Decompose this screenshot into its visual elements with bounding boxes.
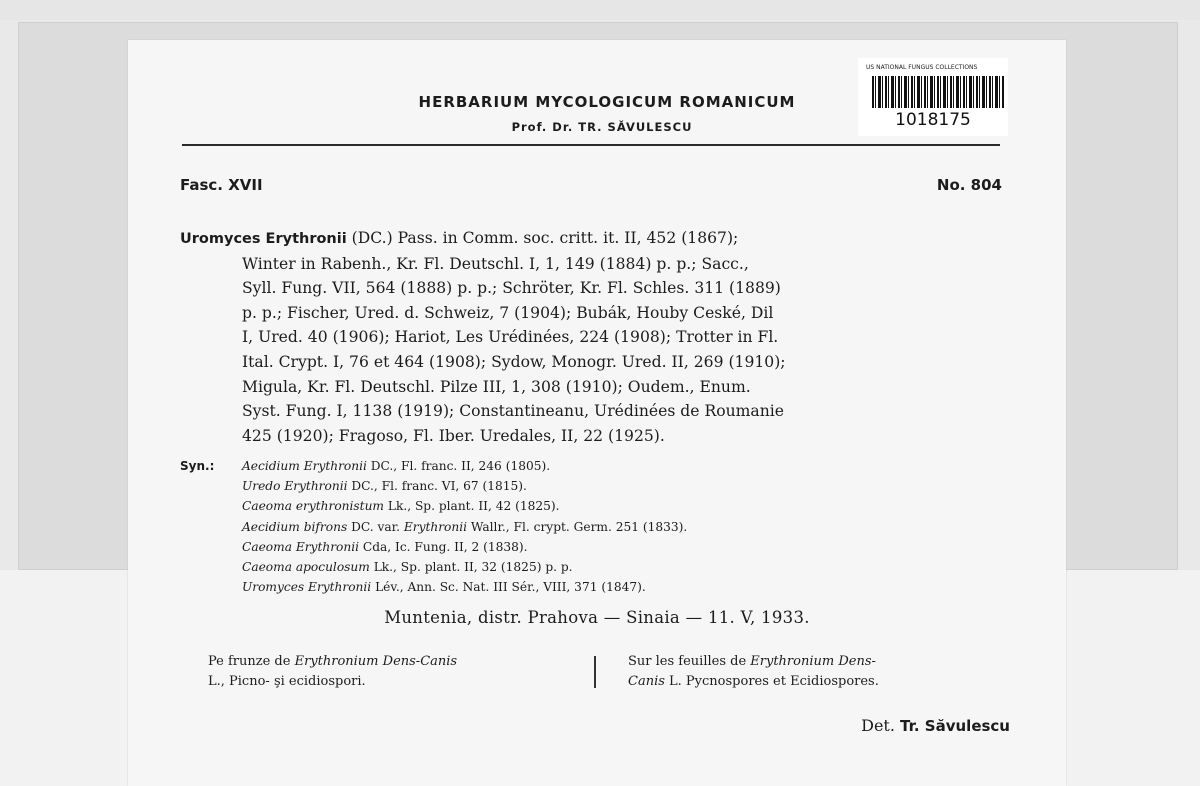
synonym-item: Syn.: Aecidium Erythronii DC., Fl. franc. II, 246 (1805).: [180, 456, 1010, 476]
barcode-sticker: [858, 58, 1008, 136]
host-french: [628, 652, 1028, 692]
background-top: [0, 0, 1200, 20]
fascicle-number: Fasc. XVII: [180, 176, 263, 194]
citation-line: Migula, Kr. Fl. Deutschl. Pilze III, 1, 308 (1910); Oudem., Enum.: [242, 377, 751, 396]
herbarium-label: [128, 40, 1066, 786]
host-fr-line: Canis L. Pycnospores et Ecidiospores.: [628, 674, 879, 689]
synonym-item: Uromyces Erythronii Lév., Ann. Sc. Nat. III Sér., VIII, 371 (1847).: [242, 580, 646, 595]
herbarium-subtitle: Prof. Dr. TR. SĂVULESCU: [511, 120, 693, 134]
synonym-item: Caeoma Erythronii Cda, Ic. Fung. II, 2 (1838).: [242, 539, 528, 554]
synonym-item: Caeoma erythronistum Lk., Sp. plant. II, 42 (1825).: [242, 499, 560, 514]
species-citation: [180, 226, 1010, 448]
host-romanian: [208, 652, 588, 692]
species-name: Uromyces Erythronii: [180, 231, 347, 247]
citation-line: Winter in Rabenh., Kr. Fl. Deutschl. I, 1, 149 (1884) p. p.; Sacc.,: [242, 254, 749, 273]
citation-line: Syll. Fung. VII, 564 (1888) p. p.; Schröter, Kr. Fl. Schles. 311 (1889): [242, 279, 781, 298]
citation-line: Ital. Crypt. I, 76 et 464 (1908); Sydow, Monogr. Ured. II, 269 (1910);: [242, 352, 786, 371]
determiner-name: Tr. Săvulescu: [900, 717, 1010, 735]
host-ro-line: L., Picno- şi ecidiospori.: [208, 674, 366, 689]
synonym-item: Uredo Erythronii DC., Fl. franc. VI, 67 (1815).: [242, 479, 527, 494]
citation-line: Uromyces Erythronii (DC.) Pass. in Comm. soc. critt. it. II, 452 (1867);: [180, 229, 739, 247]
synonym-item: Aecidium bifrons DC. var. Erythronii Wallr., Fl. crypt. Germ. 251 (1833).: [242, 519, 688, 534]
collection-locality: Muntenia, distr. Prahova — Sinaia — 11. V, 1933.: [384, 608, 810, 627]
synonym-label: Syn.:: [180, 459, 215, 473]
specimen-number: No. 804: [936, 176, 1002, 194]
citation-line: I, Ured. 40 (1906); Hariot, Les Urédinées, 224 (1908); Trotter in Fl.: [242, 328, 779, 347]
host-ro-line: Pe frunze de Erythronium Dens-Canis: [208, 654, 458, 669]
barcode-number: 1018175: [895, 110, 971, 130]
host-fr-line: Sur les feuilles de Erythronium Dens-: [628, 654, 876, 669]
synonym-list: [180, 456, 1010, 597]
citation-line: p. p.; Fischer, Ured. d. Schweiz, 7 (1904); Bubák, Houby Ceské, Dil: [242, 303, 774, 322]
synonym-item: Caeoma apoculosum Lk., Sp. plant. II, 32 (1825) p. p.: [242, 560, 573, 575]
barcode-institution: US NATIONAL FUNGUS COLLECTIONS: [866, 64, 978, 71]
barcode-icon: [872, 76, 1004, 108]
citation-line: 425 (1920); Fragoso, Fl. Iber. Uredales, II, 22 (1925).: [242, 426, 665, 445]
header-rule: [182, 144, 1000, 146]
citation-line: Syst. Fung. I, 1138 (1919); Constantineanu, Urédinées de Roumanie: [242, 402, 784, 421]
determiner: Det. Tr. Săvulescu: [861, 716, 1010, 735]
column-divider: [594, 656, 596, 688]
herbarium-title: HERBARIUM MYCOLOGICUM ROMANICUM: [418, 93, 796, 111]
